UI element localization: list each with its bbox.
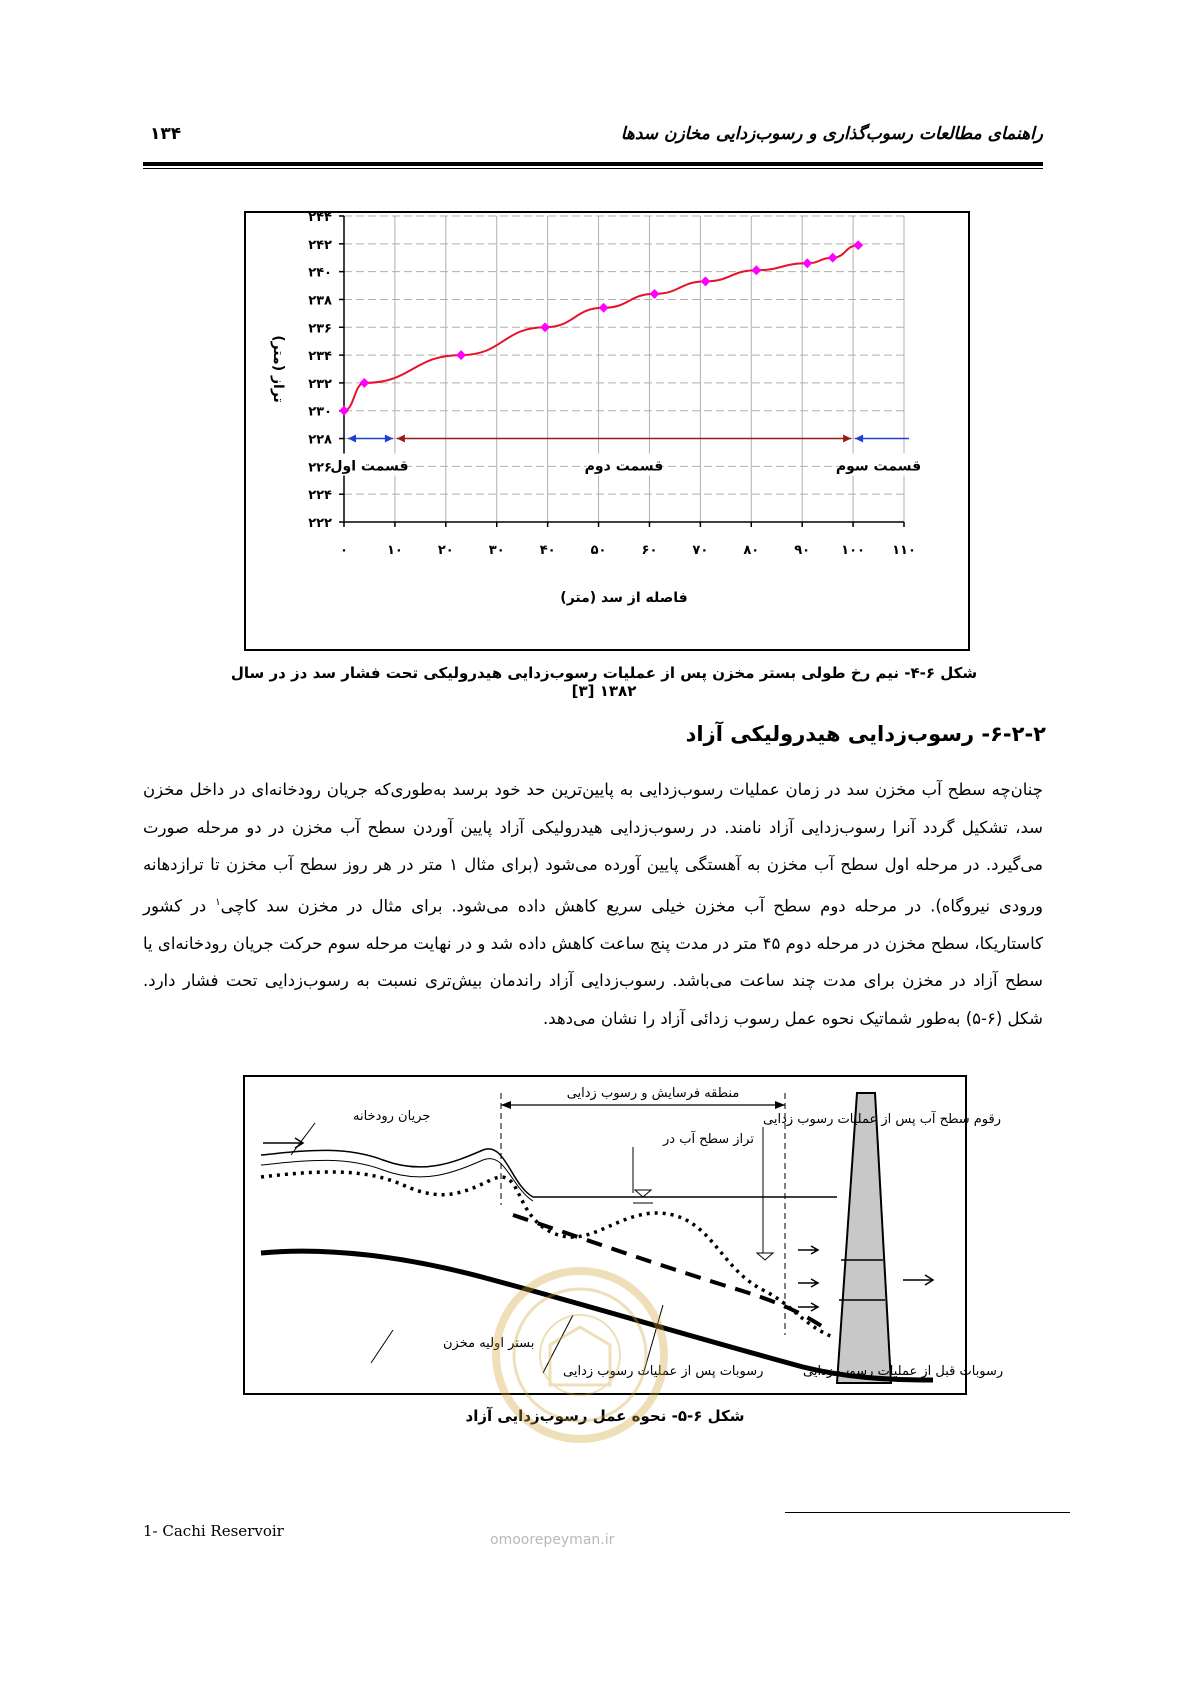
- initial-bed-label: بستر اولیه مخزن: [443, 1336, 535, 1351]
- flow-arrow: [903, 1275, 933, 1285]
- header-title: راهنمای مطالعات رسوب‌گذاری و رسوب‌زدایی مخازن سدها: [620, 124, 1043, 144]
- x-tick-label: ۵۰: [590, 543, 607, 558]
- paragraph-text: چنان‌چه سطح آب مخزن سد در زمان عملیات رسوب‌زدایی به پایین‌ترین حد خود برسد به‌طوری‌که جریان رودخانه‌ای در داخل مخزن سد، تشکیل گردد آنرا رسوب‌زدایی آزاد نامند. در رسوب‌زدایی هیدرولیکی آزاد پایین آوردن سطح آب مخزن در دو مرحله صورت می‌گیرد. در مرحله اول سطح آب مخزن به آهستگی پایین آورده می‌شود (برای مثال ۱ متر در هر روز سطح آب مخزن تا ترازدهانه ورودی نیروگاه). در مرحله دوم سطح آب مخزن خیلی سریع کاهش داده می‌شود. برای مثال در مخزن سد کاچی: [143, 780, 1044, 915]
- river-flow-label: جریان رودخانه: [353, 1109, 431, 1124]
- data-point: [650, 289, 660, 299]
- x-tick-label: ۳۰: [488, 543, 505, 558]
- zone-label: قسمت سوم: [835, 458, 922, 475]
- data-point: [751, 265, 761, 275]
- water-before-label: تراز سطح آب در: [663, 1132, 754, 1147]
- page-number: ۱۳۴: [150, 124, 182, 144]
- chart-grid: [344, 216, 904, 522]
- data-point: [701, 276, 711, 286]
- water-level-marker: [757, 1253, 773, 1260]
- section-heading: ۶-۲-۲- رسوب‌زدایی هیدرولیکی آزاد: [685, 722, 1046, 746]
- y-tick-label: ۲۲۶: [308, 460, 332, 476]
- chart-series: [339, 240, 863, 415]
- data-point: [339, 406, 349, 416]
- paragraph-text-continued: در کشور کاستاریکا، سطح مخزن در مرحله دوم ۴۵ متر در مدت پنج ساعت کاهش داده شد و در نهایت مرحله سوم حرکت جریان رودخانه‌ای یا سطح آزاد در مخزن برای مدت چند ساعت می‌باشد. رسوب‌زدایی آزاد راندمان بیش‌تری نسبت به رسوب‌زدایی تحت فشار دارد. شکل (۶-۵) به‌طور شماتیک نحوه عمل رسوب زدائی آزاد را نشان می‌دهد.: [143, 896, 1044, 1028]
- figure1-caption: شکل ۶-۴- نیم رخ طولی بستر مخزن پس از عملیات رسوب‌زدایی هیدرولیکی تحت فشار سد دز در سال ۱۳۸۲ [۳]: [230, 664, 978, 700]
- data-point: [540, 322, 550, 332]
- chart-axes: [308, 210, 916, 558]
- header-rule-thin: [143, 168, 1043, 169]
- zone3-arrowheads: [855, 435, 863, 443]
- y-tick-label: ۲۴۲: [308, 237, 332, 253]
- y-tick-label: ۲۳۲: [308, 376, 332, 392]
- sediment-after-label: رسوبات پس از عملیات رسوب زدایی: [563, 1364, 764, 1379]
- y-tick-label: ۲۳۰: [308, 404, 332, 420]
- leader-line: [371, 1330, 393, 1363]
- water-level-marker: [635, 1190, 651, 1197]
- data-point: [828, 253, 838, 263]
- figure2-caption: شکل ۶-۵- نحوه عمل رسوب‌زدایی آزاد: [465, 1407, 745, 1425]
- x-axis-label: فاصله از سد (متر): [560, 590, 688, 606]
- y-tick-label: ۲۳۸: [308, 293, 332, 309]
- y-tick-label: ۲۲۴: [308, 488, 332, 504]
- y-tick-label: ۲۲۸: [308, 432, 332, 448]
- x-tick-label: ۹۰: [794, 543, 811, 558]
- y-axis-label: تراز (متر): [270, 335, 286, 403]
- y-tick-label: ۲۴۰: [308, 265, 332, 281]
- data-point: [359, 378, 369, 388]
- footnote-rule: [785, 1512, 1070, 1513]
- dam-body: [837, 1093, 891, 1383]
- flow-arrow: [798, 1246, 818, 1254]
- sediment-before-label: رسوبات قبل از عملیات رسوب زدایی: [803, 1364, 1004, 1379]
- y-tick-label: ۲۳۶: [308, 321, 332, 337]
- water-after-label: رقوم سطح آب پس از عملیات رسوب زدایی: [763, 1112, 1002, 1127]
- x-tick-label: ۱۰۰: [841, 543, 865, 558]
- erosion-zone-label: منطقه فرسایش و رسوب زدایی: [566, 1086, 740, 1101]
- data-point: [456, 350, 466, 360]
- zone-label: قسمت اول: [330, 458, 409, 475]
- header-rule: [143, 162, 1043, 166]
- body-paragraph: [143, 771, 1043, 1037]
- data-point: [802, 258, 812, 268]
- profile-line: [344, 245, 858, 411]
- footnote: 1- Cachi Reservoir: [143, 1522, 284, 1540]
- data-point: [599, 303, 609, 313]
- footnote-marker: ۱: [215, 896, 221, 908]
- zone-label: قسمت دوم: [584, 458, 664, 475]
- flow-arrow: [798, 1303, 818, 1311]
- flow-arrow: [798, 1279, 818, 1287]
- watermark-url: omoorepeyman.ir: [490, 1532, 615, 1548]
- y-tick-label: ۲۴۴: [308, 210, 332, 225]
- x-tick-label: ۱۰: [386, 543, 403, 558]
- x-tick-label: ۶۰: [641, 543, 658, 558]
- y-tick-label: ۲۲۲: [308, 516, 332, 531]
- x-tick-label: ۲۰: [437, 543, 454, 558]
- river-surface-line: [261, 1149, 837, 1197]
- x-tick-label: ۰: [340, 543, 348, 558]
- profile-chart: [244, 211, 970, 651]
- y-tick-label: ۲۳۴: [308, 349, 332, 365]
- data-point: [853, 240, 863, 250]
- x-tick-label: ۷۰: [692, 543, 709, 558]
- watermark-seal-icon: [490, 1265, 670, 1445]
- x-tick-label: ۸۰: [743, 543, 760, 558]
- x-tick-label: ۱۱۰: [892, 543, 916, 558]
- chart-zones: [330, 435, 921, 476]
- x-tick-label: ۴۰: [539, 543, 556, 558]
